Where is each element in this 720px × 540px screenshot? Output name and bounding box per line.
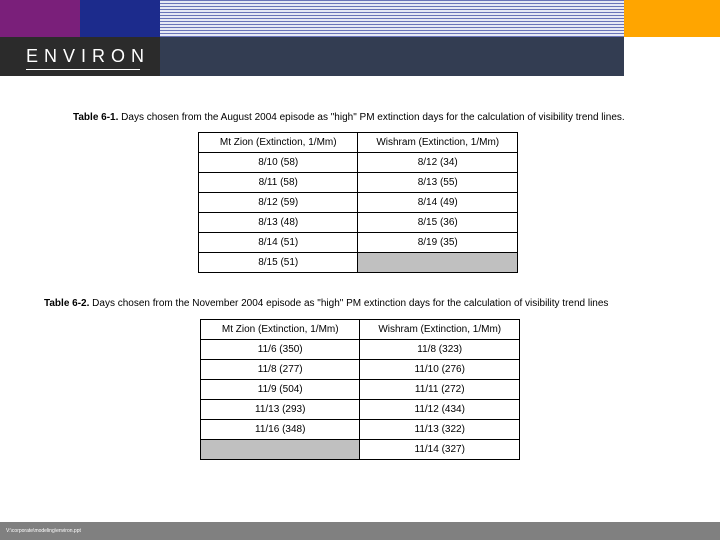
table-row bbox=[201, 420, 520, 440]
header-navy-band bbox=[160, 37, 624, 76]
table-row bbox=[201, 400, 520, 420]
table-header-row bbox=[199, 133, 518, 153]
empty-shaded-cell bbox=[201, 440, 360, 460]
table1-label: Table 6-1. bbox=[73, 112, 119, 123]
table-row bbox=[201, 340, 520, 360]
table-row bbox=[199, 153, 518, 173]
table-cell: 8/15 (36) bbox=[358, 213, 518, 233]
table-cell: 8/14 (51) bbox=[199, 233, 358, 253]
table-cell: 11/14 (327) bbox=[360, 440, 520, 460]
table-row bbox=[199, 173, 518, 193]
empty-shaded-cell bbox=[358, 253, 518, 273]
column-header-mt-zion: Mt Zion (Extinction, 1/Mm) bbox=[201, 320, 360, 340]
environ-logo: ENVIRON bbox=[26, 46, 151, 66]
footer-file-path: V:\corporate\modeling\environ.ppt bbox=[6, 528, 81, 534]
table-row bbox=[199, 213, 518, 233]
table-cell: 8/15 (51) bbox=[199, 253, 358, 273]
footer-bar bbox=[0, 522, 720, 540]
table-cell: 11/9 (504) bbox=[201, 380, 360, 400]
table-cell: 8/11 (58) bbox=[199, 173, 358, 193]
table-cell: 8/13 (55) bbox=[358, 173, 518, 193]
table-row bbox=[201, 440, 520, 460]
table-cell: 11/13 (293) bbox=[201, 400, 360, 420]
table-row bbox=[199, 233, 518, 253]
table-cell: 8/14 (49) bbox=[358, 193, 518, 213]
column-header-mt-zion: Mt Zion (Extinction, 1/Mm) bbox=[199, 133, 358, 153]
table2-label: Table 6-2. bbox=[44, 298, 90, 309]
table-row bbox=[199, 193, 518, 213]
table-cell: 11/8 (323) bbox=[360, 340, 520, 360]
header-orange-block bbox=[624, 0, 720, 37]
table-cell: 11/10 (276) bbox=[360, 360, 520, 380]
column-header-wishram: Wishram (Extinction, 1/Mm) bbox=[358, 133, 518, 153]
table-cell: 8/13 (48) bbox=[199, 213, 358, 233]
table-cell: 8/10 (58) bbox=[199, 153, 358, 173]
table-cell: 11/13 (322) bbox=[360, 420, 520, 440]
table-cell: 11/8 (277) bbox=[201, 360, 360, 380]
header-purple-block bbox=[0, 0, 80, 37]
table2 bbox=[200, 319, 520, 460]
table-cell: 8/19 (35) bbox=[358, 233, 518, 253]
table-cell: 11/16 (348) bbox=[201, 420, 360, 440]
column-header-wishram: Wishram (Extinction, 1/Mm) bbox=[360, 320, 520, 340]
table-row bbox=[201, 380, 520, 400]
table2-caption bbox=[44, 298, 608, 309]
table-row bbox=[201, 360, 520, 380]
table1 bbox=[198, 132, 518, 273]
table-cell: 8/12 (59) bbox=[199, 193, 358, 213]
logo-underline bbox=[26, 69, 140, 70]
table2-caption-text: Days chosen from the November 2004 episode as "high" PM extinction days for the calculation of visibility trend lines bbox=[92, 298, 609, 309]
table-cell: 11/6 (350) bbox=[201, 340, 360, 360]
table-cell: 11/12 (434) bbox=[360, 400, 520, 420]
table-cell: 8/12 (34) bbox=[358, 153, 518, 173]
table1-caption bbox=[73, 112, 625, 123]
table1-caption-text: Days chosen from the August 2004 episode as "high" PM extinction days for the calculation of visibility trend lines. bbox=[121, 112, 625, 123]
table-header-row bbox=[201, 320, 520, 340]
header-striped-band bbox=[160, 0, 624, 37]
table-cell: 11/11 (272) bbox=[360, 380, 520, 400]
header-blue-block bbox=[80, 0, 160, 37]
table-row bbox=[199, 253, 518, 273]
